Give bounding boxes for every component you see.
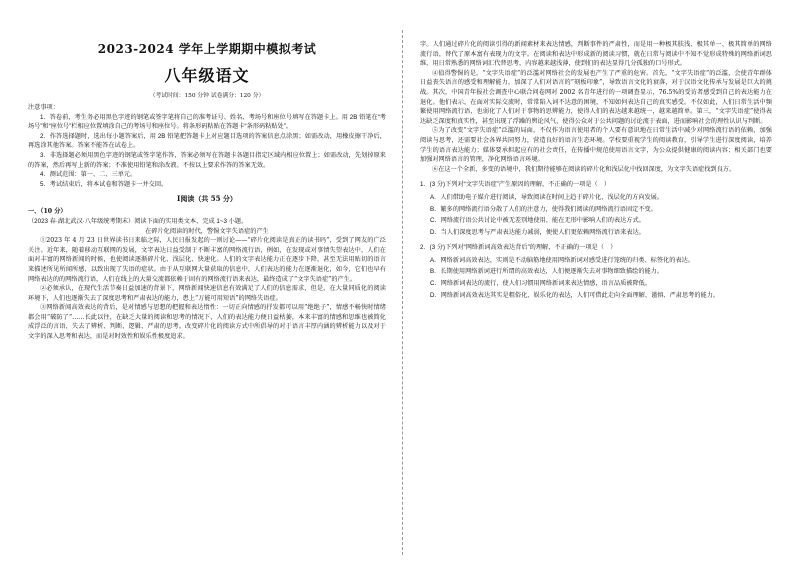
notice-item-3: 3．非选择题必须用黑色字迹的钢笔或签字笔作答，答案必须写在答题卡各题目指定区域内相应位置上；如需改动，先划掉原来的答案，然后再写上新的答案；不准使用铅笔和涂改液。不按以上要求作答的答案无效。 xyxy=(28,151,386,169)
notice-title: 注意事项： xyxy=(28,104,59,111)
article-paragraph-5: ⑤为了改变“文字失语症”泛滥的局面，不仅作为语言使用者的个人要有意识地在日常生活中减少对网络流行语的依赖，加强阅读与思考，还需要社会各界共同努力，营造良好的语言生态环境。学校要重视学生的阅读教育，引导学生进行深度阅读，培养学生的语言表达能力；媒体要承担起应有的社会责任，在传播中规范使用语言文字，为公众提供健康的阅读内容；相关部门也要加强对网络语言的管理，净化网络语言环境。 xyxy=(420,127,772,164)
question-2-option-c: C．网络新词表达的流行，使人们习惯用网络新词来表达情感，语言品质被降低。 xyxy=(430,280,652,288)
question-1-stem: 1．(3 分)下列对“文字失语症”产生原因的理解，不正确的一项是（ ） xyxy=(420,181,611,189)
notice-item-1: 1．答卷前，考生务必用黑色字迹的钢笔或签字笔将自己的准考证号、姓名、考场号和座位号填写在答题卡上。用 2B 铅笔在“考场号”和“座位号”栏相应位置填涂自己的考场号和座位号。将条形码粘贴在答题卡“条形码粘贴处”。 xyxy=(28,113,386,131)
exam-title: 2023-2024 学年上学期期中模拟考试 xyxy=(97,42,317,56)
section-title: Ⅰ阅读（共 55 分） xyxy=(177,194,237,204)
question-1-option-b: B．繁多的网络流行语分散了人们的注意力，使得我们阅读的网络流行语固定不变。 xyxy=(430,205,657,213)
page-divider xyxy=(402,30,403,555)
article-paragraph-3-cont: 字。人们通过碎片化的阅读引得的新闻素材来表达情感，判断事件的严肃性，而是用一种极其肤浅、极其单一、极其简单的网络流行语，替代了原本富有表现力的文字。在阅读和表达中形成新的阅读习惯，就在日常与阅读中不知不觉形成特殊的网络新词思维，用日常熟悉的网络词汇代替思考，内容越来越浅薄，使到们的表达显得几分孤独的口号形式。 xyxy=(420,41,772,68)
article-paragraph-3: ③网络新闻高效表达的背后，是对情感与思想的把握和表达惰性：一切正向情感的抒发都可以用“绝绝子”，情感不畅快时情绪都会用“破防了”……长此以往，在缺乏大量的阅读和思考的情况下，人们的表达能力便日益枯萎，本来丰富的情感和思维也被简化成浮泛的言语，失去了辨析、判断、逻辑、严肃的思考。改变碎片化的阅读方式中所倡导的对于语言丰厚内涵的辨析能力以及对于文字的深入思考和表达，而是对时效性和娱乐性极度追求。 xyxy=(28,304,386,341)
article-paragraph-2: ②必须承认，在现代生活节奏日益加速的背景下，网络新闻快速信息有效满足了人们的信息需求，但是，在大量同质化的阅读环境下，人们也逐渐失去了深度思考和严肃表达的能力，患上“万能可用短语”的网络失语症。 xyxy=(28,285,386,302)
subject-title: 八年级语文 xyxy=(164,66,250,85)
notice-item-4: 4．测试范围：第一、二、三单元。 xyxy=(40,171,137,179)
question-2-option-a: A．网络新词高效表达，实则是不动脑筋地使用网络新词对感受进行笼统的归类、标签化的表达。 xyxy=(430,256,694,264)
article-paragraph-1: ①2023 年 4 月 23 日世界读书日来临之际，人民日报发起的一则讨论——“碎片化阅读是真正的读书吗”，受到了网友的广泛关注。近年来，随着移动互联网的发展，文字表达日益受制于不断丰富的网络流行语，例如，在发现或对事情失望表达中，人们在面对丰富的网络新闻的时候，也使阅读逐渐碎片化、浅层化、快速化。人们的文字表达能力正在逐步下降，甚至无法用贴切的语言来描述所见所闻所感，以致出现了失语的症状。由于从互联网大量获取的信息中，人们表达的能力在逐渐退化，如今，它们也早有网络表达的的网络流行语，人们在线上的大量交流都依赖于固有的网络流行语来表达，最终造成了“文字失语症”的产生。 xyxy=(28,237,386,283)
question-2-option-d: D．网络新词高效表达其实是粗俗化、娱乐化的表达，人们可借此走向全面理解、谨慎、严肃思考的能力。 xyxy=(430,291,720,299)
article-paragraph-6: ⑥在这一个全新、多变的语境中，我们期待能够在阅读的碎片化和浅层化中找回深度，为文字失语症找到良方。 xyxy=(432,165,736,173)
part1-heading: 一、（10 分） xyxy=(28,208,67,216)
article-title: 在碎片化阅读的时代，警惕文字失语症的产生 xyxy=(145,227,269,235)
question-2-stem: 2．(3 分)下列对“网络新词高效表达背后”的理解，不正确的一项是（ ） xyxy=(420,244,617,252)
article-paragraph-4: ④值得警惕的是，“文字失语症”的泛滥对网络社会的发展也产生了严重的危害。首先，“文字失语症”的泛滥，会使青年群体日益丧失语言的感受和理解能力，加深了人们对语言的“刻板印象”，导致语言文化的衰落，对于汉语文化传承与发展是巨大的挑战。其次，中国青年报社会调查中心联合问卷网对 2002 名青年进行的一项调查显示，76.5%的受访者感受到自己的表达能力在退化。他们表示，在面对实际交流时，常常陷入词不达意的困境，不知如何表达自己的真实感受。不仅如此，人们日常生活中频繁使用网络流行语，也弱化了人们对于事物的思辨能力，使得人们的表达越来越统一，越来越简单。第三，“文字失语症”使得表达缺乏深度和真实性，甚至出现了浮躁的舆论风气，使得公众对于公共问题的讨论流于表面，进而影响社会的理性认识与判断。 xyxy=(420,69,772,125)
right-column xyxy=(420,40,772,554)
question-1-option-c: C．网络流行语公共讨论中被无差别地使用，能在无形中影响人们的表达方式。 xyxy=(430,217,645,225)
notice-item-5: 5．考试结束后，将本试卷和答题卡一并交回。 xyxy=(40,180,168,188)
question-1-option-a: A．人们借助电子媒介进行阅读，导致阅读在时间上趋于碎片化、浅层化的方向发展。 xyxy=(430,193,664,201)
part1-source: （2023 春·湖北武汉·八年级统考期末）阅读下面的实用类文本，完成 1~3 小题。 xyxy=(28,217,248,225)
notice-item-2: 2．作答选择题时，选出每小题答案后，用 2B 铅笔把答题卡上对应题目选项的答案信息点涂黑；如需改动，用橡皮擦干净后，再选涂其他答案。答案不能答在试卷上。 xyxy=(28,132,386,150)
question-2-option-b: B．长期使用网络新词进行所谓的高效表达，人们便逐渐失去对事物细致描绘的能力。 xyxy=(430,268,664,276)
left-column xyxy=(28,40,386,554)
question-1-option-d: D．当人们深度思考与严肃表达能力减弱，便使人们更依赖网络流行语来表达。 xyxy=(430,228,645,236)
exam-meta: （考试时间：150 分钟 试卷满分：120 分） xyxy=(149,93,265,99)
